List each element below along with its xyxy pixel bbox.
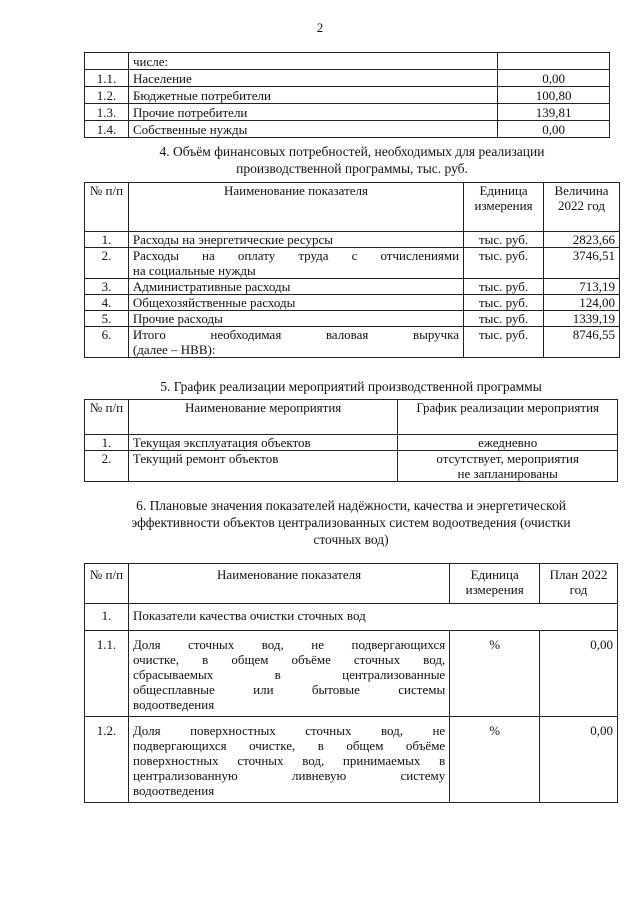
table-row xyxy=(85,435,618,451)
row-schedule-line1: отсутствует, мероприятия xyxy=(436,451,579,466)
row-name: Население xyxy=(128,70,497,87)
row-name-line: водоотведения xyxy=(132,783,215,798)
row-num: 4. xyxy=(85,295,129,311)
table-header-row xyxy=(85,183,620,232)
header-unit: Единица измерения xyxy=(464,183,544,232)
row-schedule xyxy=(398,451,618,482)
row-value: 713,19 xyxy=(544,279,620,295)
row-unit: тыс. руб. xyxy=(464,327,544,358)
reliability-indicators-table xyxy=(84,563,618,803)
row-name xyxy=(128,717,449,803)
financial-needs-table xyxy=(84,182,620,358)
row-name: Текущая эксплуатация объектов xyxy=(128,435,397,451)
row-name-line2: на социальные нужды xyxy=(132,263,256,278)
row-name: Бюджетные потребители xyxy=(128,87,497,104)
row-unit: тыс. руб. xyxy=(464,248,544,279)
row-name-line: очистке, в общем объёме сточных вод, xyxy=(132,652,446,667)
row-value: 139,81 xyxy=(498,104,610,121)
section6-title-line1: 6. Плановые значения показателей надёжности, качества и энергетической xyxy=(136,498,566,513)
header-num: № п/п xyxy=(85,564,129,604)
header-schedule: График реализации мероприятия xyxy=(398,400,618,435)
table-row xyxy=(85,87,610,104)
table-row xyxy=(85,717,618,803)
row-name xyxy=(128,248,463,279)
row-name: Прочие потребители xyxy=(128,104,497,121)
row-value: 0,00 xyxy=(498,121,610,138)
header-num: № п/п xyxy=(85,183,129,232)
table-row xyxy=(85,70,610,87)
row-value: 8746,55 xyxy=(544,327,620,358)
row-num: 6. xyxy=(85,327,129,358)
row-name-line1: Расходы на оплату труда с отчислениями xyxy=(132,248,460,263)
row-num: 1.1. xyxy=(85,631,129,717)
row-name: Общехозяйственные расходы xyxy=(128,295,463,311)
section6-title-line3: сточных вод) xyxy=(313,532,389,547)
table-row xyxy=(85,451,618,482)
header-name: Наименование показателя xyxy=(128,183,463,232)
row-unit: тыс. руб. xyxy=(464,279,544,295)
header-value: Величина 2022 год xyxy=(544,183,620,232)
row-name xyxy=(128,631,449,717)
consumption-table xyxy=(84,52,610,138)
row-num xyxy=(85,53,129,70)
section4-title-line2: производственной программы, тыс. руб. xyxy=(236,161,468,176)
row-name: Текущий ремонт объектов xyxy=(128,451,397,482)
row-num: 1.4. xyxy=(85,121,129,138)
row-num: 2. xyxy=(85,248,129,279)
row-unit: тыс. руб. xyxy=(464,232,544,248)
row-num: 1.1. xyxy=(85,70,129,87)
table-header-row xyxy=(85,400,618,435)
row-num: 1.2. xyxy=(85,87,129,104)
row-value: 3746,51 xyxy=(544,248,620,279)
row-value xyxy=(498,53,610,70)
table-row xyxy=(85,232,620,248)
row-num: 5. xyxy=(85,311,129,327)
header-name: Наименование показателя xyxy=(128,564,449,604)
section5-heading: 5. График реализации мероприятий производственной программы xyxy=(160,379,542,394)
table-row xyxy=(85,327,620,358)
row-name-line: централизованную ливневую систему xyxy=(132,768,446,783)
page-number: 2 xyxy=(316,20,324,35)
table-row xyxy=(85,279,620,295)
row-num: 3. xyxy=(85,279,129,295)
header-unit: Единица измерения xyxy=(450,564,540,604)
row-name-line: подвергающихся очистке, в общем объёме xyxy=(132,738,446,753)
row-unit: тыс. руб. xyxy=(464,311,544,327)
table-row xyxy=(85,53,610,70)
row-name-line2: (далее – НВВ): xyxy=(132,342,216,357)
table-row xyxy=(85,311,620,327)
schedule-table xyxy=(84,399,618,482)
row-name xyxy=(128,327,463,358)
section4-heading xyxy=(84,143,620,177)
section4-title-line1: 4. Объём финансовых потребностей, необходимых для реализации xyxy=(159,144,545,159)
row-value: 0,00 xyxy=(498,70,610,87)
row-name: Расходы на энергетические ресурсы xyxy=(128,232,463,248)
table-row xyxy=(85,631,618,717)
row-name-line: общесплавные или бытовые системы xyxy=(132,682,446,697)
row-num: 1. xyxy=(85,232,129,248)
row-name-line: Доля сточных вод, не подвергающихся xyxy=(132,637,446,652)
table-row xyxy=(85,121,610,138)
section6-title-line2: эффективности объектов централизованных систем водоотведения (очистки xyxy=(131,515,571,530)
row-num: 1. xyxy=(85,435,129,451)
row-schedule-line2: не запланированы xyxy=(457,466,558,481)
table-row xyxy=(85,248,620,279)
row-unit: % xyxy=(450,717,540,803)
row-unit: % xyxy=(450,631,540,717)
row-name: Прочие расходы xyxy=(128,311,463,327)
row-name-line1: Итого необходимая валовая выручка xyxy=(132,327,460,342)
section6-heading xyxy=(84,497,618,548)
row-value: 100,80 xyxy=(498,87,610,104)
row-name-line: сбрасываемых в централизованные xyxy=(132,667,446,682)
header-name: Наименование мероприятия xyxy=(128,400,397,435)
table-group-row xyxy=(85,604,618,631)
table-header-row xyxy=(85,564,618,604)
table-row xyxy=(85,295,620,311)
row-name: Административные расходы xyxy=(128,279,463,295)
table-row xyxy=(85,104,610,121)
group-num: 1. xyxy=(85,604,129,631)
row-unit: тыс. руб. xyxy=(464,295,544,311)
row-name-line: Доля поверхностных сточных вод, не xyxy=(132,723,446,738)
row-value: 0,00 xyxy=(540,717,618,803)
row-name: числе: xyxy=(128,53,497,70)
row-value: 124,00 xyxy=(544,295,620,311)
header-num: № п/п xyxy=(85,400,129,435)
group-name: Показатели качества очистки сточных вод xyxy=(128,604,617,631)
row-name-line: водоотведения xyxy=(132,697,215,712)
header-value: План 2022 год xyxy=(540,564,618,604)
row-schedule: ежедневно xyxy=(398,435,618,451)
row-name-line: поверхностных сточных вод, принимаемых в xyxy=(132,753,446,768)
row-num: 1.2. xyxy=(85,717,129,803)
row-name: Собственные нужды xyxy=(128,121,497,138)
row-num: 2. xyxy=(85,451,129,482)
row-num: 1.3. xyxy=(85,104,129,121)
row-value: 1339,19 xyxy=(544,311,620,327)
row-value: 0,00 xyxy=(540,631,618,717)
row-value: 2823,66 xyxy=(544,232,620,248)
